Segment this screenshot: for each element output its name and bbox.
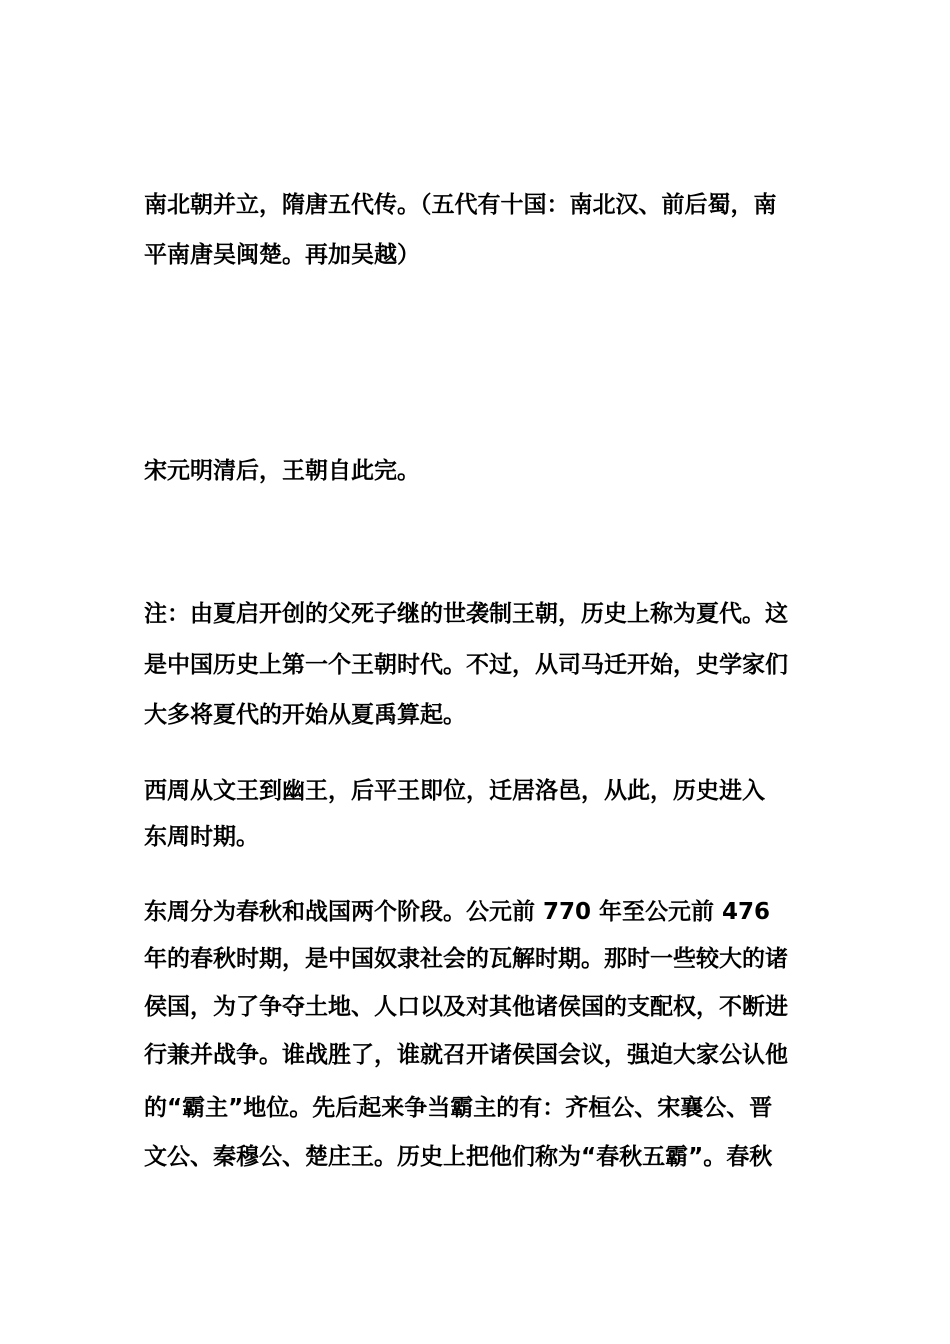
paragraph-4-line-2: 东周时期。	[144, 824, 259, 850]
paragraph-5-line-4: 行兼并战争。谁战胜了，谁就召开诸侯国会议，强迫大家公认他	[144, 1042, 788, 1068]
paragraph-5-line-1: 东周分为春秋和战国两个阶段。公元前 770 年至公元前 476	[144, 899, 771, 925]
paragraph-5-line-2: 年的春秋时期，是中国奴隶社会的瓦解时期。那时一些较大的诸	[144, 946, 788, 972]
paragraph-5-line-6: 文公、秦穆公、楚庄王。历史上把他们称为“春秋五霸”。春秋	[144, 1144, 773, 1170]
paragraph-2-line-1: 宋元明清后，王朝自此完。	[144, 458, 420, 484]
paragraph-1-line-2: 平南唐吴闽楚。再加吴越）	[144, 242, 420, 268]
paragraph-5-line-3: 侯国，为了争夺土地、人口以及对其他诸侯国的支配权，不断进	[144, 994, 788, 1020]
paragraph-3-line-3: 大多将夏代的开始从夏禹算起。	[144, 702, 466, 728]
paragraph-4-line-1: 西周从文王到幽王，后平王即位，迁居洛邑，从此，历史进入	[144, 778, 765, 804]
paragraph-3-line-1: 注：由夏启开创的父死子继的世袭制王朝，历史上称为夏代。这	[144, 601, 788, 627]
paragraph-3-line-2: 是中国历史上第一个王朝时代。不过，从司马迁开始，史学家们	[144, 652, 788, 678]
paragraph-1-line-1: 南北朝并立，隋唐五代传。（五代有十国：南北汉、前后蜀，南	[144, 192, 777, 218]
paragraph-5-line-5: 的“霸主”地位。先后起来争当霸主的有：齐桓公、宋襄公、晋	[144, 1095, 773, 1121]
